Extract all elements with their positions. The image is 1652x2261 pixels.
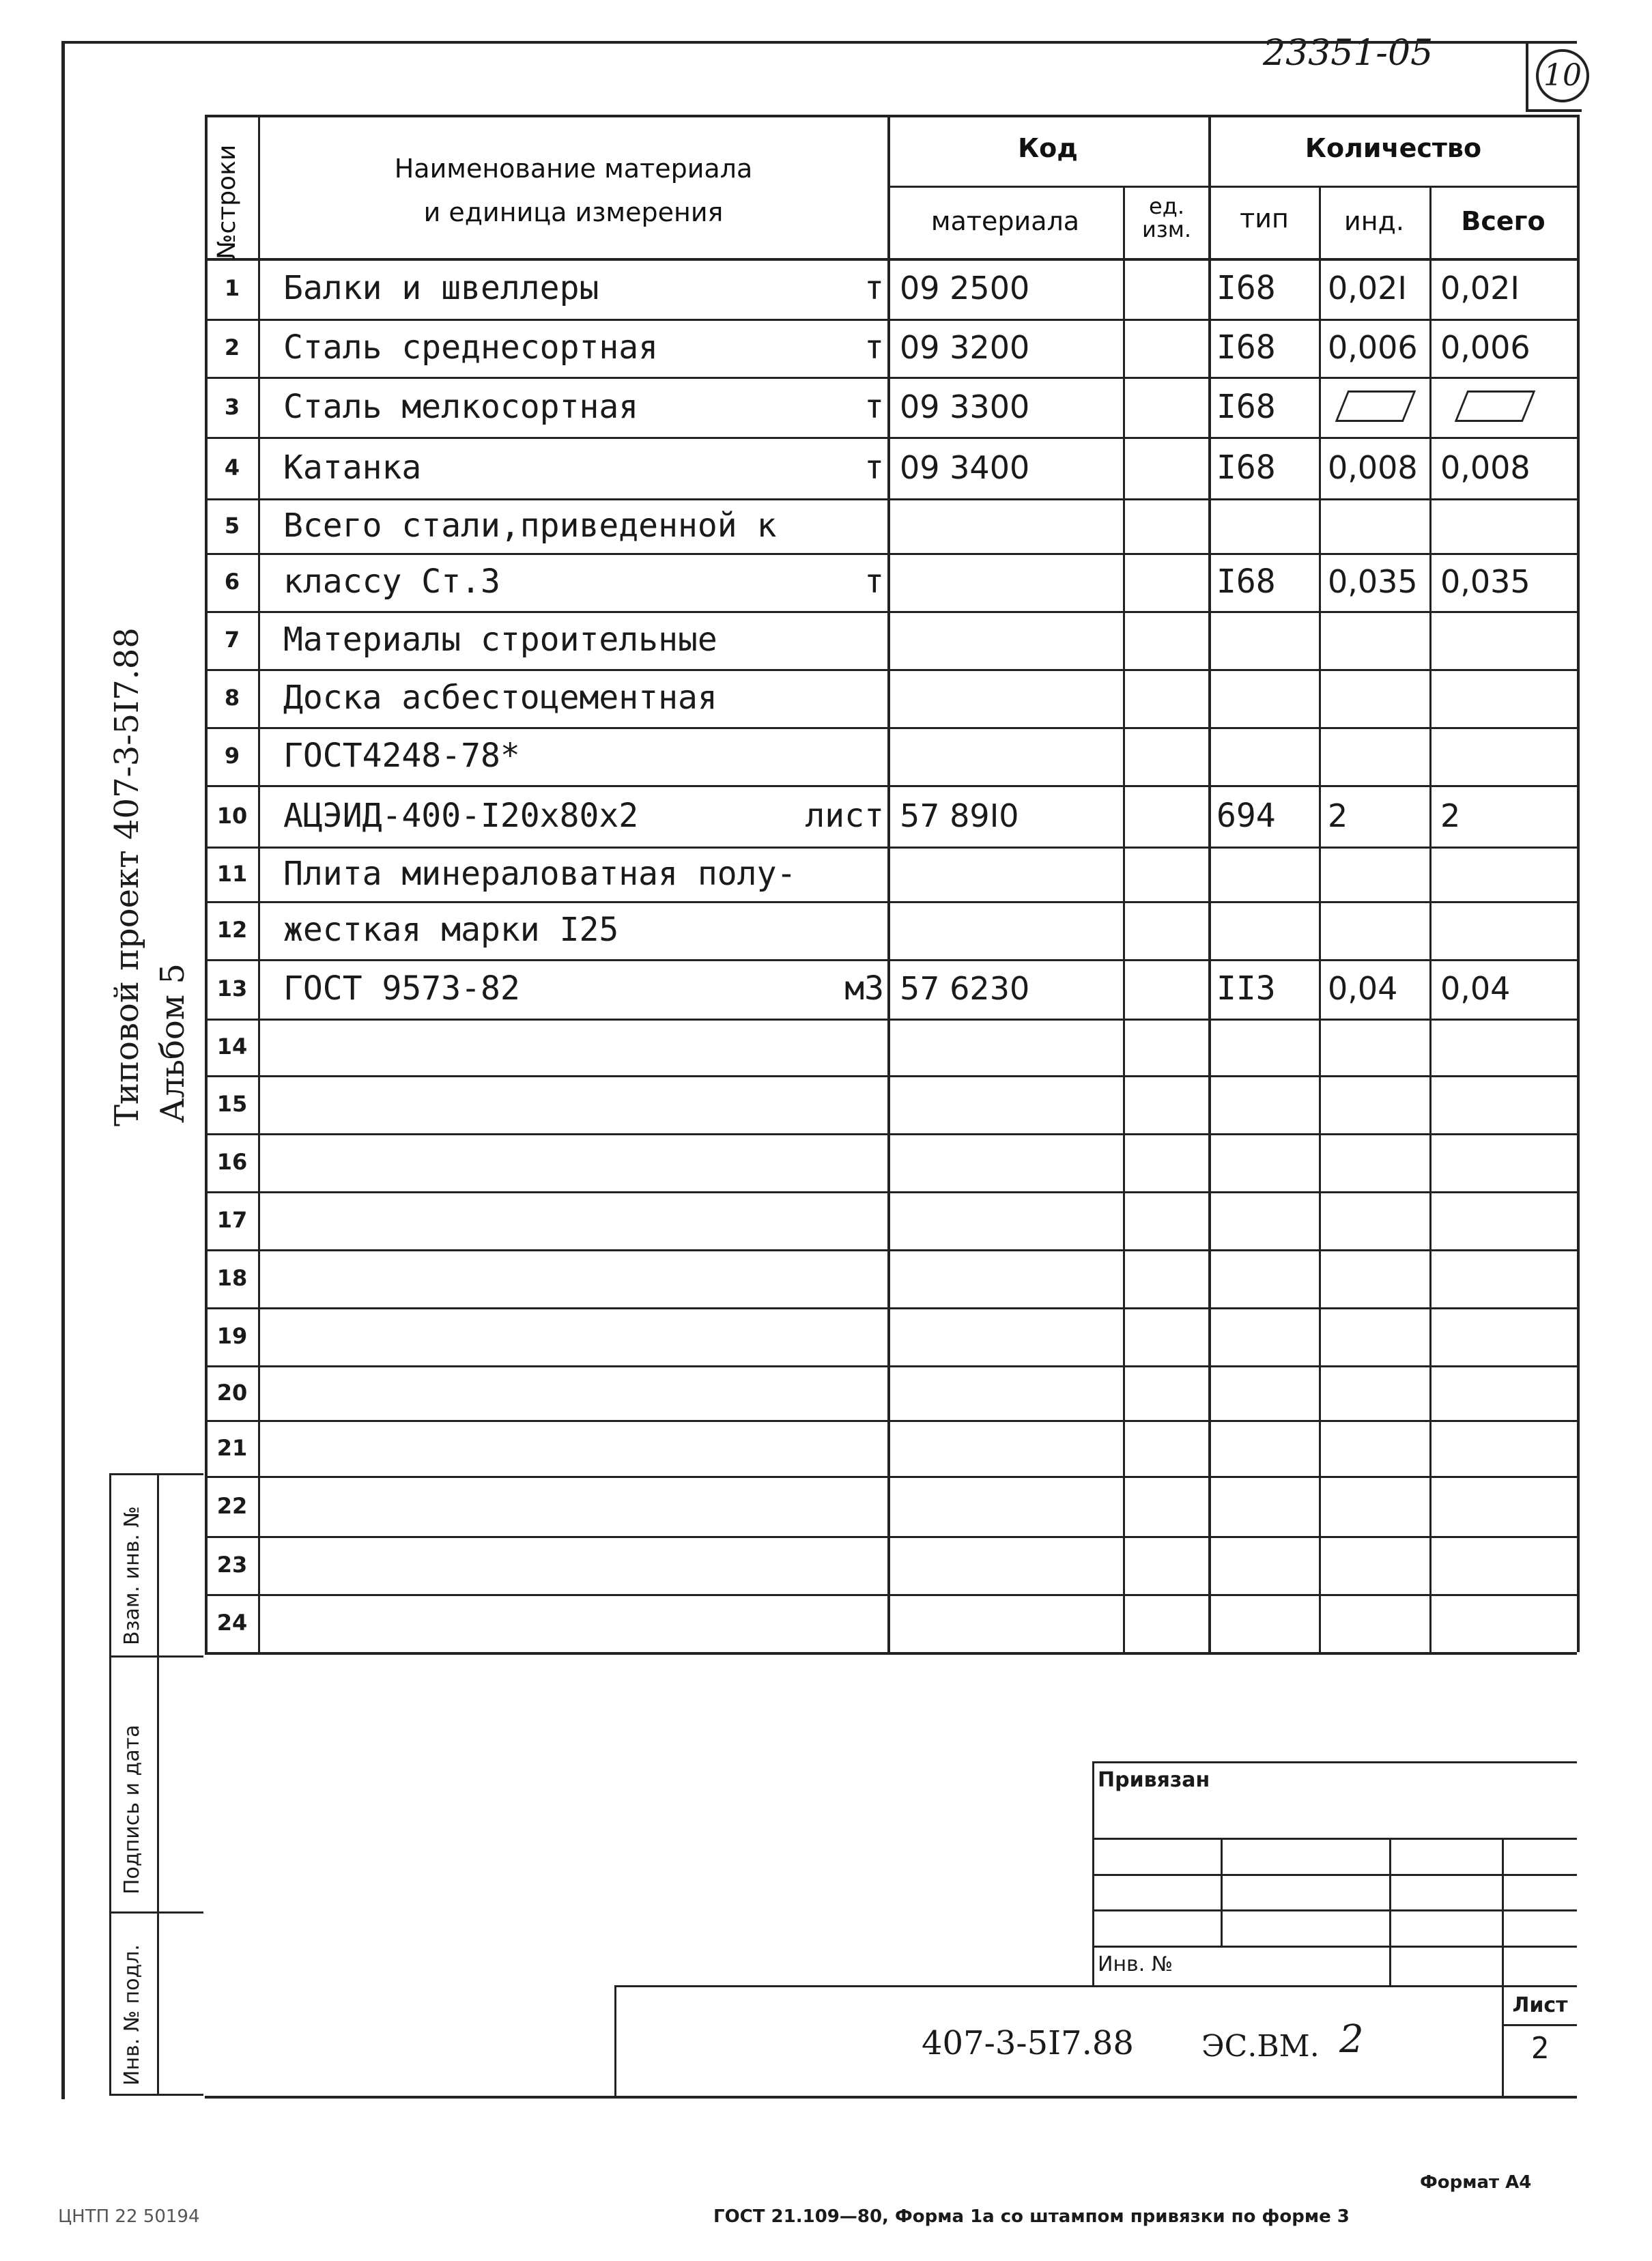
unit-of-measure: т [864,328,884,367]
sheet-number: 2 [1530,2031,1550,2066]
row-line [205,1249,1577,1251]
row-number: 21 [216,1435,248,1461]
row-line [205,1536,1577,1538]
row-number: 16 [216,1149,248,1175]
unit-of-measure [785,611,884,669]
unit-code: 694 [1216,797,1276,835]
row-number: 22 [216,1493,248,1519]
row-number: 5 [224,513,240,539]
document-code: 23351-05 [1263,33,1434,74]
header-divider [887,186,1577,188]
binding-label: Привязан [1098,1768,1210,1792]
material-name: Катанка [283,449,422,487]
col-line-ed [1208,115,1211,1652]
qty-individual: 0,02I [1328,270,1407,307]
dash-mark-total [1455,390,1536,422]
qty-total: 0,02I [1440,270,1520,307]
qty-individual: 0,006 [1328,329,1418,366]
unit-of-measure: т [864,449,884,487]
qty-individual [1328,727,1430,785]
row-number: 9 [224,743,240,769]
col-line-mat [1123,186,1125,1652]
document-mark-number: 2 [1339,2017,1364,2062]
col-line-name [887,115,890,1652]
stamp-signature-date: Подпись и дата [120,1724,144,1894]
row-number: 12 [216,917,248,943]
unit-of-measure [785,498,884,553]
unit-code: I68 [1216,563,1276,601]
row-line [205,1420,1577,1422]
stamp-original-inv: Инв. № подл. [120,1944,144,2086]
document-designation: 407-3-5I7.88 [922,2024,1134,2062]
material-code: 57 6230 [900,970,1030,1007]
sheet-label: Лист [1512,1993,1568,2017]
qty-individual [1328,498,1430,553]
qty-individual: 0,008 [1328,449,1418,486]
col-line-num [258,115,260,1652]
row-number: 7 [224,627,240,653]
qty-total: 0,006 [1440,329,1530,366]
row-number: 20 [216,1380,248,1406]
unit-code: I68 [1216,449,1276,487]
qty-total [1440,901,1577,959]
album-title: Альбом 5 [154,963,192,1123]
stamp-replacement-inv: Взам. инв. № [120,1506,144,1645]
document-mark: ЭС.ВМ. [1201,2029,1320,2064]
material-name: Плита минераловатная полу- [283,855,797,893]
row-number: 15 [216,1091,248,1117]
qty-individual [1328,611,1430,669]
dash-mark-ind [1335,390,1416,422]
material-name: Сталь мелкосортная [283,388,639,426]
qty-total: 0,035 [1440,563,1530,600]
project-title: Типовой проект 407-3-5I7.88 [108,627,146,1126]
header-row-number: №строки [213,144,241,259]
material-name: ГОСТ 9573-82 [283,969,520,1008]
footer-left-code: ЦНТП 22 50194 [58,2206,200,2227]
qty-total: 2 [1440,797,1461,834]
material-name: Материалы строительные [283,621,717,659]
qty-individual: 0,035 [1328,563,1418,600]
header-qty-total: Всего [1461,206,1546,236]
material-name: ГОСТ4248-78* [283,737,520,775]
row-number: 13 [216,976,248,1001]
row-line [205,1594,1577,1596]
row-line [205,1191,1577,1193]
qty-total: 0,008 [1440,449,1530,486]
row-number: 8 [224,685,240,711]
material-name: Сталь среднесортная [283,328,659,367]
unit-code: I68 [1216,388,1276,426]
material-code: 57 89I0 [900,797,1019,834]
unit-of-measure: т [864,388,884,426]
row-number: 24 [216,1610,248,1636]
header-quantity: Количество [1305,133,1482,163]
unit-of-measure: т [864,563,884,601]
row-number: 14 [216,1034,248,1060]
material-name: АЦЭИД-400-I20x80x2 [283,797,639,835]
qty-individual: 0,04 [1328,970,1398,1007]
qty-individual [1328,901,1430,959]
unit-of-measure [785,727,884,785]
header-code-unit: ед. изм. [1141,193,1192,242]
unit-of-measure [785,847,884,901]
qty-individual [1328,669,1430,727]
row-number: 1 [224,275,240,301]
qty-total [1440,669,1577,727]
qty-total [1440,498,1577,553]
unit-of-measure: лист [805,797,884,835]
header-code-material: материала [930,206,1080,236]
header-material-name: Наименование материала и единица измерения [394,154,753,227]
header-qty-ind: инд. [1344,206,1404,236]
col-line-right [1577,115,1580,1652]
format-label: Формат А4 [1420,2172,1532,2193]
qty-individual [1328,847,1430,901]
unit-code: II3 [1216,969,1276,1008]
row-number: 3 [224,394,240,420]
material-code: 09 3200 [900,329,1030,366]
unit-of-measure [785,669,884,727]
unit-of-measure: м3 [844,969,884,1008]
material-name: Доска асбестоцементная [283,679,717,717]
row-line [205,1133,1577,1135]
footer-gost-form: ГОСТ 21.109—80, Форма 1а со штампом привязки по форме 3 [713,2206,1350,2227]
unit-code: I68 [1216,328,1276,367]
material-name: Всего стали,приведенной к [283,507,777,545]
inv-number-label: Инв. № [1098,1952,1173,1976]
row-line [205,1365,1577,1367]
row-number: 11 [216,861,248,887]
material-code: 09 3300 [900,388,1030,425]
row-line [205,1307,1577,1309]
row-number: 4 [224,455,240,481]
row-line [205,1652,1577,1655]
material-name: классу Ст.3 [283,563,500,601]
row-number: 10 [216,803,248,829]
qty-total [1440,727,1577,785]
row-number: 2 [224,335,240,360]
qty-total: 0,04 [1440,970,1511,1007]
row-line [205,1075,1577,1077]
row-number: 17 [216,1207,248,1233]
page-number-circle: 10 [1536,49,1589,102]
col-line-type [1319,186,1321,1652]
unit-code: I68 [1216,269,1276,307]
header-code: Код [1018,133,1078,163]
material-code: 09 2500 [900,270,1030,307]
row-number: 6 [224,569,240,595]
unit-of-measure [785,901,884,959]
unit-of-measure: т [864,269,884,307]
material-name: Балки и швеллеры [283,269,599,307]
row-number: 23 [216,1552,248,1578]
row-number: 19 [216,1323,248,1349]
table-top-border [205,115,1577,117]
material-name: жесткая марки I25 [283,911,619,949]
qty-individual: 2 [1328,797,1348,834]
qty-total [1440,611,1577,669]
row-number: 18 [216,1265,248,1291]
qty-total [1440,847,1577,901]
frame-bottom [205,2096,1577,2099]
header-qty-type: тип [1240,203,1289,233]
material-code: 09 3400 [900,449,1030,486]
row-line [205,1019,1577,1021]
row-line [205,1476,1577,1478]
